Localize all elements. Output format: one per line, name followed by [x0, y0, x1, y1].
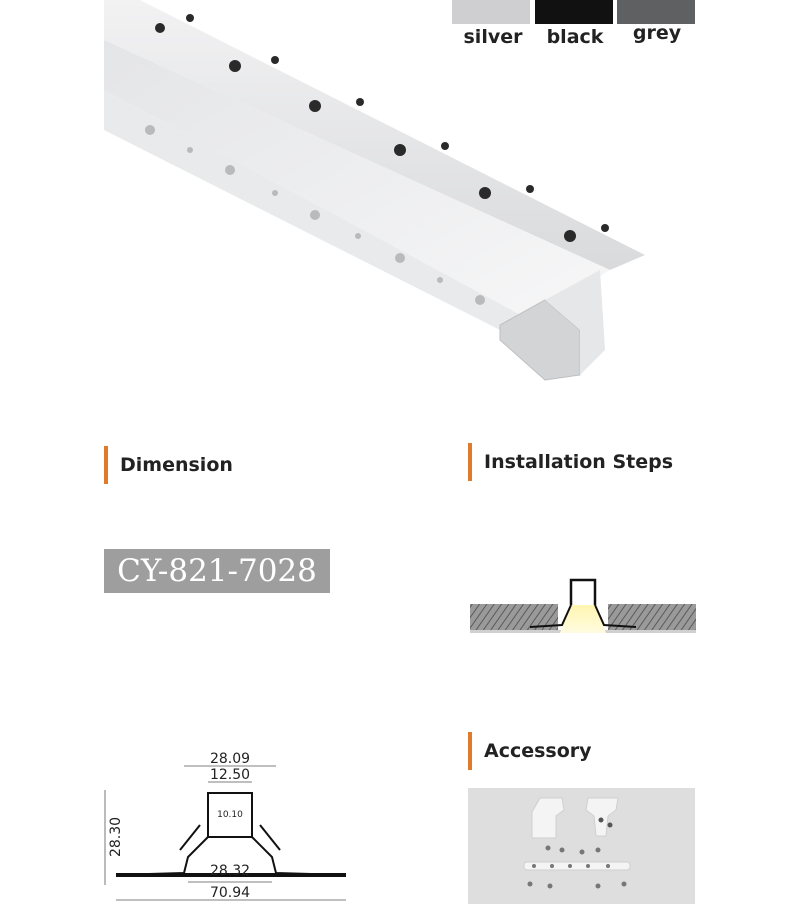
dim-inner-height: 10.10 — [217, 810, 243, 820]
dim-total-width: 70.94 — [209, 885, 251, 901]
model-code: CY-821-7028 — [117, 553, 317, 589]
heading-accent-bar — [468, 443, 472, 481]
installation-heading — [468, 442, 673, 482]
swatch-black — [535, 0, 613, 24]
installation-diagram — [470, 575, 696, 637]
swatch-grey — [617, 0, 695, 24]
swatch-label-black: black — [546, 26, 604, 48]
dimension-drawing — [100, 745, 360, 905]
accessory-heading — [468, 731, 592, 771]
product-image — [100, 0, 660, 390]
swatch-label-silver: silver — [463, 26, 523, 48]
dim-inner-width: 12.50 — [209, 767, 251, 783]
installation-title: Installation Steps — [484, 451, 674, 473]
heading-accent-bar — [468, 732, 472, 770]
dimension-heading — [104, 445, 233, 485]
dim-base-width: 28.32 — [209, 863, 251, 879]
dimension-title: Dimension — [120, 454, 233, 476]
heading-accent-bar — [104, 446, 108, 484]
model-code-box — [104, 549, 330, 593]
accessory-image — [468, 788, 695, 904]
accessory-title: Accessory — [484, 740, 592, 762]
swatch-silver — [452, 0, 530, 24]
dim-height: 28.30 — [108, 816, 124, 858]
swatch-label-grey: grey — [632, 22, 682, 44]
dim-top-width: 28.09 — [209, 751, 251, 767]
